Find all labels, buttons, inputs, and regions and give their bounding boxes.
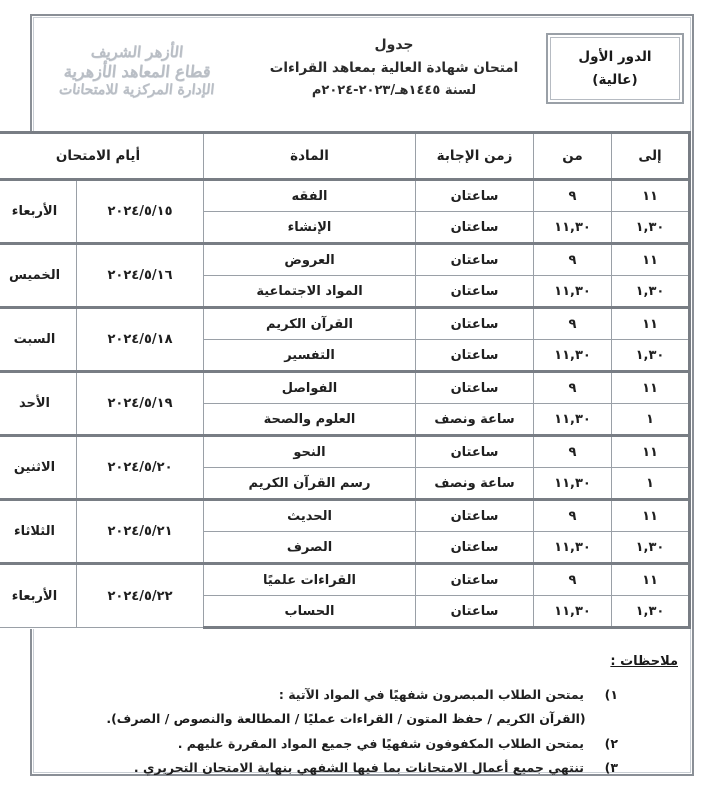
cell-exam-day: الأربعاء [0, 180, 77, 244]
note-text: يمتحن الطلاب المبصرون شفهيًا في المواد الآتية : [278, 687, 584, 702]
academic-year: لسنة ١٤٤٥هـ/٢٠٢٣-٢٠٢٤م [311, 82, 477, 98]
cell-time-to: ١١ [612, 180, 690, 212]
cell-time-from: ١١,٣٠ [534, 276, 612, 308]
cell-time-to: ١١ [612, 244, 690, 276]
cell-subject: العروض [204, 244, 416, 276]
cell-duration: ساعتان [416, 564, 534, 596]
note-item [44, 736, 678, 751]
document-header [32, 16, 692, 120]
cell-time-from: ٩ [534, 500, 612, 532]
cell-time-to: ١,٣٠ [612, 532, 690, 564]
column-header-duration: زمن الإجابة [416, 133, 534, 180]
note-item [44, 760, 678, 775]
table-row [0, 564, 690, 596]
notes-section [34, 648, 690, 784]
cell-time-from: ١١,٣٠ [534, 212, 612, 244]
note-item [44, 687, 678, 702]
note-number: ٣) [604, 760, 618, 775]
column-header-subject: المادة [204, 133, 416, 180]
cell-exam-date: ٢٠٢٤/٥/١٨ [77, 308, 204, 372]
document-title-block [242, 16, 546, 120]
cell-time-to: ١١ [612, 308, 690, 340]
cell-time-to: ١١ [612, 500, 690, 532]
cell-subject: المواد الاجتماعية [204, 276, 416, 308]
cell-subject: الفواصل [204, 372, 416, 404]
cell-time-from: ٩ [534, 180, 612, 212]
table-row [0, 436, 690, 468]
cell-time-from: ١١,٣٠ [534, 404, 612, 436]
cell-exam-date: ٢٠٢٤/٥/١٦ [77, 244, 204, 308]
cell-time-from: ١١,٣٠ [534, 532, 612, 564]
cell-duration: ساعتان [416, 212, 534, 244]
cell-time-from: ١١,٣٠ [534, 340, 612, 372]
cell-subject: التفسير [204, 340, 416, 372]
cell-time-to: ١,٣٠ [612, 340, 690, 372]
table-row [0, 500, 690, 532]
exam-round-label: الدور الأول [578, 48, 652, 65]
cell-time-from: ٩ [534, 244, 612, 276]
cell-subject: النحو [204, 436, 416, 468]
table-header-row [0, 133, 690, 180]
cell-subject: رسم القرآن الكريم [204, 468, 416, 500]
table-row [0, 244, 690, 276]
cell-subject: الصرف [204, 532, 416, 564]
column-header-from: من [534, 133, 612, 180]
note-number: ٢) [604, 736, 618, 751]
cell-duration: ساعتان [416, 244, 534, 276]
table-body [0, 180, 690, 628]
letterhead-line-2: قطاع المعاهد الأزهرية [62, 61, 212, 81]
note-text: تنتهي جميع أعمال الامتحانات بما فيها الشفهي بنهاية الامتحان التحريري . [133, 760, 584, 775]
exam-round-box [546, 33, 684, 104]
page-title: جدول [374, 36, 414, 53]
cell-exam-date: ٢٠٢٤/٥/٢١ [77, 500, 204, 564]
cell-exam-date: ٢٠٢٤/٥/١٥ [77, 180, 204, 244]
cell-duration: ساعتان [416, 436, 534, 468]
cell-duration: ساعتان [416, 308, 534, 340]
cell-time-to: ١ [612, 468, 690, 500]
table-row [0, 180, 690, 212]
document-subtitle: امتحان شهادة العالية بمعاهد القراءات [269, 59, 519, 76]
cell-time-to: ١,٣٠ [612, 596, 690, 628]
table-head [0, 133, 690, 180]
cell-exam-day: الخميس [0, 244, 77, 308]
cell-time-to: ١١ [612, 372, 690, 404]
cell-time-from: ٩ [534, 564, 612, 596]
cell-subject: القرآن الكريم [204, 308, 416, 340]
azhar-letterhead [32, 16, 242, 120]
cell-duration: ساعة ونصف [416, 404, 534, 436]
cell-time-from: ٩ [534, 436, 612, 468]
cell-time-to: ١١ [612, 564, 690, 596]
cell-exam-date: ٢٠٢٤/٥/١٩ [77, 372, 204, 436]
note-number: ١) [604, 687, 618, 702]
cell-duration: ساعتان [416, 372, 534, 404]
cell-exam-date: ٢٠٢٤/٥/٢٢ [77, 564, 204, 628]
cell-duration: ساعتان [416, 340, 534, 372]
cell-exam-day: السبت [0, 308, 77, 372]
cell-time-to: ١ [612, 404, 690, 436]
cell-subject: القراءات علميًا [204, 564, 416, 596]
cell-exam-day: الأحد [0, 372, 77, 436]
cell-time-to: ١,٣٠ [612, 276, 690, 308]
cell-duration: ساعتان [416, 180, 534, 212]
cell-exam-date: ٢٠٢٤/٥/٢٠ [77, 436, 204, 500]
cell-subject: الفقه [204, 180, 416, 212]
exam-schedule-table-wrapper [8, 131, 691, 629]
letterhead-line-1: الأزهر الشريف [90, 42, 184, 61]
letterhead-line-3: الإدارة المركزية للامتحانات [58, 81, 216, 98]
column-header-to: إلى [612, 133, 690, 180]
exam-level-label: (عالية) [592, 71, 638, 88]
column-header-exam-days: أيام الامتحان [0, 133, 204, 180]
cell-duration: ساعتان [416, 276, 534, 308]
cell-time-from: ١١,٣٠ [534, 596, 612, 628]
cell-time-from: ٩ [534, 372, 612, 404]
cell-duration: ساعة ونصف [416, 468, 534, 500]
cell-subject: العلوم والصحة [204, 404, 416, 436]
cell-subject: الحديث [204, 500, 416, 532]
cell-time-to: ١١ [612, 436, 690, 468]
cell-time-to: ١,٣٠ [612, 212, 690, 244]
cell-duration: ساعتان [416, 500, 534, 532]
table-row [0, 308, 690, 340]
cell-duration: ساعتان [416, 532, 534, 564]
cell-exam-day: الثلاثاء [0, 500, 77, 564]
note-text: يمتحن الطلاب المكفوفون شفهيًا في جميع المواد المقررة عليهم . [177, 736, 584, 751]
cell-subject: الحساب [204, 596, 416, 628]
cell-exam-day: الأربعاء [0, 564, 77, 628]
cell-subject: الإنشاء [204, 212, 416, 244]
cell-duration: ساعتان [416, 596, 534, 628]
table-row [0, 372, 690, 404]
cell-time-from: ١١,٣٠ [534, 468, 612, 500]
cell-time-from: ٩ [534, 308, 612, 340]
note-subject-list: (القرآن الكريم / حفظ المتون / القراءات عمليًا / المطالعة والنصوص / الصرف). [106, 711, 586, 726]
cell-exam-day: الاثنين [0, 436, 77, 500]
exam-schedule-table [0, 131, 691, 629]
notes-title: ملاحظات : [610, 654, 678, 669]
